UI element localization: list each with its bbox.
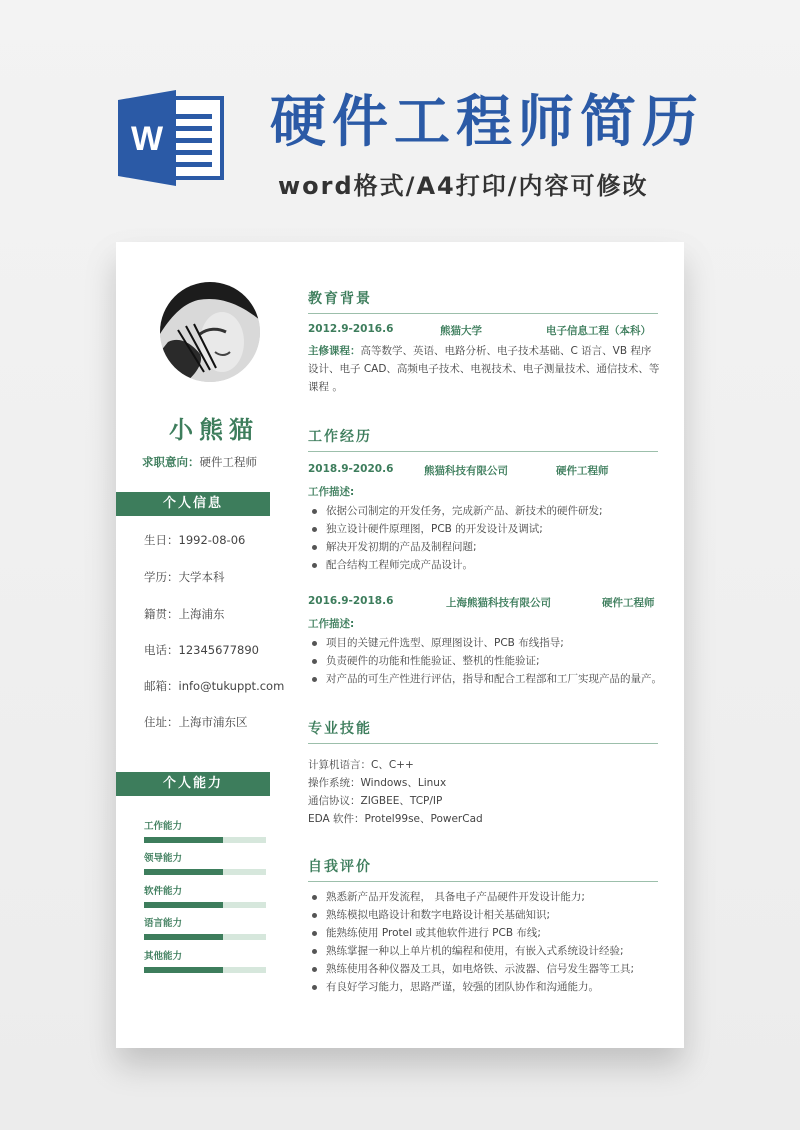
personal-info-heading: 个人信息 [116,492,270,516]
info-hometown: 籍贯：上海浦东 [144,607,225,621]
job-duties-list [308,634,664,688]
word-logo-icon [118,88,226,188]
list-item: 配合结构工程师完成产品设计。 [308,556,664,574]
list-item: 对产品的可生产性进行评估，指导和配合工程部和工厂实现产品的量产。 [308,670,664,688]
ability-track [144,902,266,908]
work-title: 工作经历 [308,426,658,452]
ability-language [144,915,266,940]
education-row [308,323,658,339]
ability-track [144,967,266,973]
list-item: 能熟练使用 Protel 或其他软件进行 PCB 布线; [308,924,664,942]
abilities-heading: 个人能力 [116,772,270,796]
education-major: 电子信息工程（本科） [546,325,651,337]
ability-label: 软件能力 [144,886,183,897]
list-item: 解决开发初期的产品及制程问题; [308,538,664,556]
skills-list [308,756,483,828]
ability-leadership [144,850,266,875]
self-eval-title: 自我评价 [308,856,658,882]
ability-fill [144,902,223,908]
skills-section [308,718,658,744]
ability-fill [144,934,223,940]
courses-label: 主修课程： [308,345,361,357]
self-eval-list [308,888,664,996]
job-intent [142,454,257,470]
word-logo-letter: W [130,120,164,158]
list-item: 负责硬件的功能和性能验证、整机的性能验证; [308,652,664,670]
list-item: 项目的关键元件选型、原理图设计、PCB 布线指导; [308,634,664,652]
list-item: 操作系统：Windows、Linux [308,777,447,789]
ability-track [144,869,266,875]
ability-track [144,934,266,940]
ability-label: 领导能力 [144,853,183,864]
ability-other [144,948,266,973]
list-item: 熟练使用各种仪器及工具，如电烙铁、示波器、信号发生器等工具; [308,960,664,978]
ability-label: 工作能力 [144,821,183,832]
avatar-photo [160,282,260,382]
job-row [308,463,658,479]
ability-fill [144,837,223,843]
list-item: 计算机语言：C、C++ [308,759,414,771]
resume-page [116,242,684,1048]
info-birthday: 生日：1992-08-06 [144,533,246,547]
courses-text: 高等数学、英语、电路分析、电子技术基础、C 语言、VB 程序设计、电子 CAD、高频电子技术、电视技术、电子测量技术、通信技术、等课程 。 [308,345,660,393]
job-role: 硬件工程师 [556,465,609,477]
job-desc-label: 工作描述: [308,486,355,498]
job-company: 熊猫科技有限公司 [424,465,508,477]
job-period: 2016.9-2018.6 [308,595,394,607]
list-item: 有良好学习能力，思路严谨，较强的团队协作和沟通能力。 [308,978,664,996]
list-item: 熟悉新产品开发流程， 具备电子产品硬件开发设计能力; [308,888,664,906]
info-phone: 电话：12345677890 [144,643,259,657]
ability-fill [144,967,223,973]
education-title: 教育背景 [308,288,658,314]
job-role: 硬件工程师 [602,597,655,609]
education-period: 2012.9-2016.6 [308,323,394,335]
job-company: 上海熊猫科技有限公司 [446,597,551,609]
education-courses [308,342,660,396]
list-item: 独立设计硬件原理图，PCB 的开发设计及调试; [308,520,664,538]
self-eval-section [308,856,658,882]
ability-software [144,883,266,908]
banner-title: 硬件工程师简历 [270,90,704,155]
list-item: EDA 软件：Protel99se、PowerCad [308,813,483,825]
job-intent-value: 硬件工程师 [199,455,257,469]
ability-fill [144,869,223,875]
ability-track [144,837,266,843]
info-email: 邮箱：info@tukuppt.com [144,679,285,693]
ability-work [144,818,266,843]
candidate-name: 小熊猫 [169,416,259,444]
list-item: 依据公司制定的开发任务，完成新产品、新技术的硬件研发; [308,502,664,520]
job-row [308,595,658,611]
job-duties-list [308,502,664,574]
job-period: 2018.9-2020.6 [308,463,394,475]
job-intent-label: 求职意向： [142,455,200,469]
education-school: 熊猫大学 [440,325,482,337]
ability-label: 其他能力 [144,951,183,962]
job-desc-label: 工作描述: [308,618,355,630]
info-education: 学历：大学本科 [144,570,225,584]
banner-subtitle: word格式/A4打印/内容可修改 [278,172,649,200]
list-item: 熟练模拟电路设计和数字电路设计相关基础知识; [308,906,664,924]
info-address: 住址：上海市浦东区 [144,715,248,729]
ability-label: 语言能力 [144,918,183,929]
skills-title: 专业技能 [308,718,658,744]
education-section [308,288,658,314]
list-item: 通信协议：ZIGBEE、TCP/IP [308,795,443,807]
work-section [308,426,658,452]
list-item: 熟练掌握一种以上单片机的编程和使用，有嵌入式系统设计经验; [308,942,664,960]
